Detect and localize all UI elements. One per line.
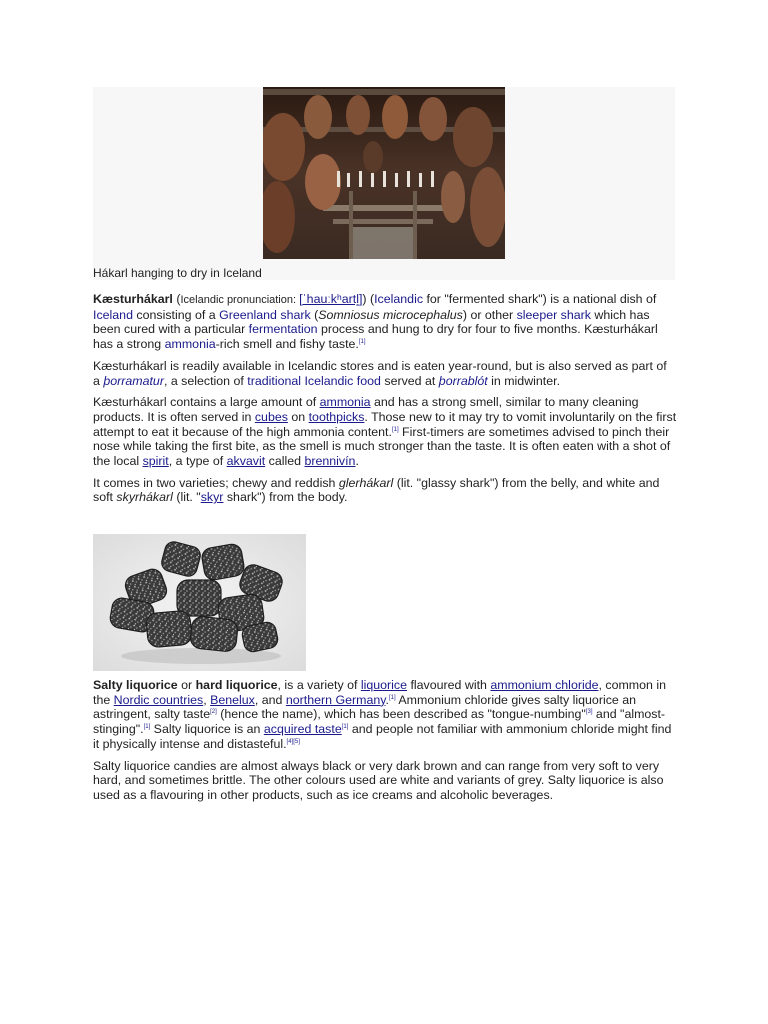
nordic-countries-link[interactable]: Nordic countries: [113, 692, 204, 707]
species-name: Somniosus microcephalus: [318, 307, 463, 322]
reference-link[interactable]: [1]: [143, 723, 151, 730]
reference-link[interactable]: [3]: [585, 709, 593, 716]
reference-link[interactable]: [1]: [341, 723, 349, 730]
hakarl-figure-caption: Hákarl hanging to dry in Iceland: [93, 266, 262, 280]
salty-liquorice-photo: [93, 534, 306, 671]
text: or: [177, 678, 196, 692]
skyrhakarl-term: skyrhákarl: [116, 490, 173, 505]
text: Kæsturhákarl contains a large amount of: [93, 395, 320, 410]
text: called: [265, 454, 305, 469]
text: , a selection of: [163, 373, 248, 388]
hakarl-paragraph-1: [93, 292, 677, 352]
pronunciation-label: Icelandic pronunciation:: [180, 294, 300, 306]
text: on: [287, 409, 309, 424]
text: -rich smell and fishy taste.: [215, 337, 359, 352]
hakarl-article: [93, 292, 677, 512]
hakarl-drying-image: [263, 87, 505, 259]
hakarl-paragraph-2: [93, 359, 677, 388]
northern-germany-link[interactable]: northern Germany: [285, 692, 386, 707]
thorramatur-link[interactable]: [103, 374, 164, 388]
text: ) or other: [462, 307, 517, 322]
ammonium-chloride-link[interactable]: ammonium chloride: [490, 678, 599, 692]
hakarl-term: Kæsturhákarl: [93, 292, 173, 306]
text: (: [172, 292, 181, 306]
reference-link[interactable]: [1]: [388, 694, 396, 701]
text: , a type of: [168, 454, 227, 469]
text: (lit. "glassy shark") from the belly, and white and soft: [93, 475, 660, 505]
text: ) (: [362, 292, 375, 306]
reference-link[interactable]: [1]: [358, 338, 366, 345]
acquired-taste-link[interactable]: acquired taste: [263, 722, 342, 737]
ammonia-link[interactable]: ammonia: [319, 395, 371, 410]
iceland-link[interactable]: Iceland: [93, 307, 133, 322]
text: (: [310, 307, 319, 322]
text: and has a strong smell, similar to many cleaning products. It is often served in: [93, 395, 639, 424]
text: (lit. ": [172, 490, 201, 505]
text: It comes in two varieties; chewy and reddish: [93, 475, 339, 490]
text: , common in the: [93, 678, 666, 707]
text: Salty liquorice is an: [150, 722, 264, 737]
text: . Those new to it may try to vomit involuntarily on the first attempt to eat it because of the high ammonia content.: [93, 409, 677, 439]
text: , is a variety of: [277, 678, 361, 692]
reference-link[interactable]: [4][5]: [286, 738, 300, 745]
text: for "fermented shark") is a national dish of: [423, 292, 657, 306]
text: and people not familiar with ammonium chloride might find it physically intense and distasteful.: [93, 722, 672, 751]
hakarl-drying-photo: [263, 87, 505, 259]
reference-link[interactable]: [1]: [391, 426, 399, 433]
text: served at: [380, 373, 439, 388]
salty-liquorice-image: [93, 534, 306, 671]
text: Ammonium chloride gives salty liquorice an astringent, salty taste: [93, 692, 637, 722]
hakarl-paragraph-3: [93, 395, 677, 469]
hakarl-figure: [93, 87, 675, 280]
liquorice-paragraph-1: [93, 678, 677, 752]
text: First-timers are sometimes advised to pinch their nose while taking the first bite, as the smell is much stronger than the taste. It is often eaten with a shot of the local: [93, 424, 671, 469]
liquorice-link[interactable]: liquorice: [360, 678, 408, 692]
text: consisting of a: [132, 307, 220, 322]
ammonia-link[interactable]: ammonia: [164, 337, 216, 352]
traditional-food-link[interactable]: traditional Icelandic food: [247, 373, 381, 388]
text: Kæsturhákarl is readily available in Icelandic stores and is eaten year-round, but is also served as part of a: [93, 358, 667, 388]
thorrablot-link[interactable]: [439, 374, 488, 388]
skyr-link[interactable]: skyr: [200, 490, 224, 505]
text: shark") from the body.: [223, 490, 348, 505]
glerhakarl-term: glerhákarl: [338, 475, 394, 490]
sleeper-shark-link[interactable]: sleeper shark: [516, 307, 591, 322]
text: .: [385, 692, 389, 707]
text: (hence the name), which has been described as "tongue-numbing": [216, 707, 586, 722]
text: which has been cured with a particular: [93, 307, 650, 337]
text: flavoured with: [407, 678, 491, 692]
liquorice-article: [93, 678, 677, 810]
liquorice-paragraph-2: Salty liquorice candies are almost always black or very dark brown and can range from very soft to very hard, and sometimes brittle. The other colours used are white and variants of grey. Salty liquorice is also used as a flavouring in other products, such as ice creams and alcoholic beverages.: [93, 758, 664, 802]
akvavit-link[interactable]: akvavit: [226, 454, 266, 469]
spirit-link[interactable]: spirit: [142, 454, 169, 469]
link-text: þorrablót: [438, 373, 488, 388]
text: and "almost-stinging".: [93, 707, 666, 737]
benelux-link[interactable]: Benelux: [210, 692, 255, 707]
reference-link[interactable]: [2]: [210, 709, 217, 716]
hakarl-paragraph-4: [93, 476, 677, 505]
text: ,: [203, 692, 211, 707]
hard-liquorice-term: hard liquorice: [195, 678, 278, 692]
link-text: þorramatur: [103, 373, 164, 388]
fermentation-link[interactable]: fermentation: [248, 322, 318, 337]
text: , and: [254, 692, 286, 707]
toothpicks-link[interactable]: toothpicks: [308, 409, 365, 424]
text: .: [355, 454, 359, 469]
greenland-shark-link[interactable]: Greenland shark: [219, 307, 311, 322]
text: process and hung to dry for four to five months. Kæsturhákarl has a strong: [93, 322, 658, 352]
text: in midwinter.: [487, 373, 561, 388]
brennivin-link[interactable]: brennivín: [304, 454, 356, 469]
icelandic-link[interactable]: Icelandic: [374, 292, 424, 306]
ipa-link[interactable]: [ˈhauːkʰartl̥]: [299, 292, 363, 306]
cubes-link[interactable]: cubes: [254, 409, 288, 424]
salty-liquorice-term: Salty liquorice: [93, 678, 178, 692]
